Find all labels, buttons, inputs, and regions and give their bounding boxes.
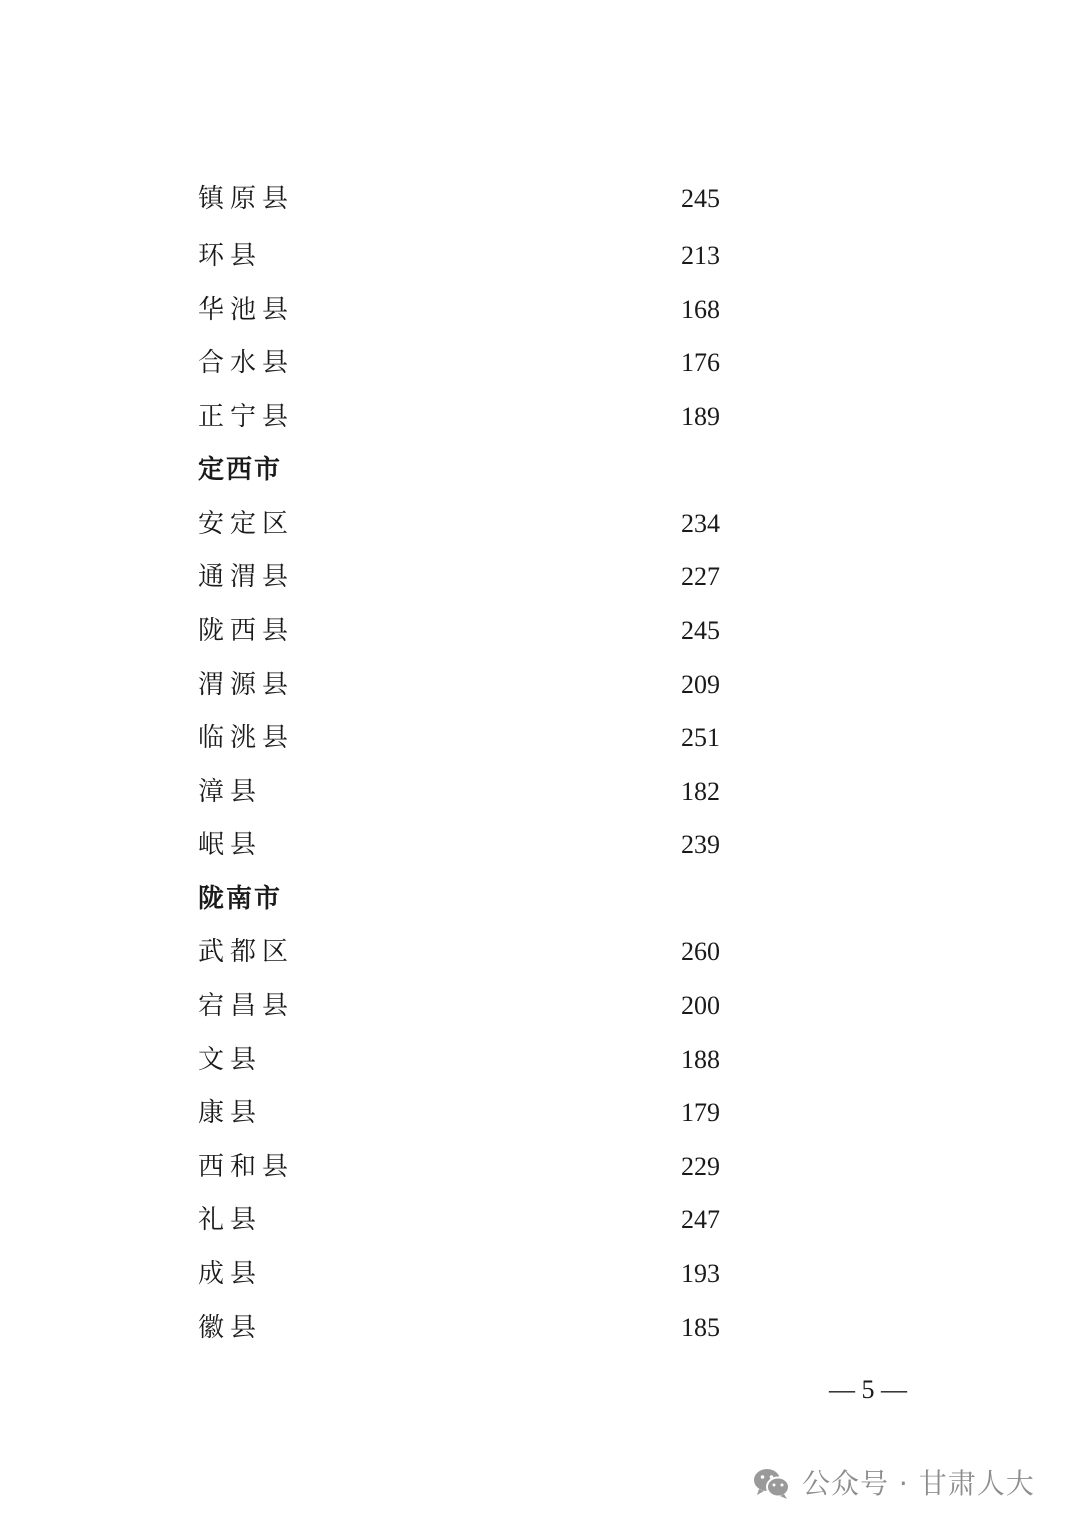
table-row	[0, 179, 1080, 219]
table-row	[0, 718, 1080, 758]
county-name: 陇西县	[198, 616, 295, 646]
county-value: 182	[681, 777, 720, 806]
table-row	[0, 1147, 1080, 1187]
county-name: 岷县	[198, 830, 263, 860]
county-name: 华池县	[198, 295, 295, 325]
table-row	[0, 343, 1080, 383]
county-value: 245	[681, 184, 720, 213]
table-row	[0, 825, 1080, 865]
table-row	[0, 1254, 1080, 1294]
page-number: — 5 —	[829, 1375, 907, 1404]
watermark	[752, 1462, 1052, 1506]
table-row	[0, 1040, 1080, 1080]
county-name: 合水县	[198, 348, 295, 378]
county-name: 礼县	[198, 1205, 263, 1235]
city-heading: 陇南市	[198, 884, 283, 914]
county-value: 209	[681, 670, 720, 699]
table-row	[0, 1093, 1080, 1133]
city-heading-row	[0, 450, 1080, 490]
table-row	[0, 611, 1080, 651]
county-value: 189	[681, 402, 720, 431]
city-heading: 定西市	[198, 455, 283, 485]
table-row	[0, 665, 1080, 705]
county-name: 正宁县	[198, 402, 295, 432]
county-value: 229	[681, 1152, 720, 1181]
county-name: 安定区	[198, 509, 295, 539]
county-name: 漳县	[198, 777, 263, 807]
county-value: 168	[681, 295, 720, 324]
county-value: 176	[681, 348, 720, 377]
county-name: 徽县	[198, 1313, 263, 1343]
county-name: 通渭县	[198, 562, 295, 592]
county-name: 成县	[198, 1259, 263, 1289]
table-row	[0, 236, 1080, 276]
county-value: 245	[681, 616, 720, 645]
county-name: 文县	[198, 1045, 263, 1075]
table-row	[0, 772, 1080, 812]
county-name: 临洮县	[198, 723, 295, 753]
table-row	[0, 290, 1080, 330]
table-row	[0, 1308, 1080, 1348]
table-row	[0, 557, 1080, 597]
watermark-text: 公众号 · 甘肃人大	[802, 1467, 1035, 1500]
table-row	[0, 932, 1080, 972]
county-value: 188	[681, 1045, 720, 1074]
county-value: 185	[681, 1313, 720, 1342]
county-name: 渭源县	[198, 670, 295, 700]
county-value: 227	[681, 562, 720, 591]
table-row	[0, 397, 1080, 437]
county-value: 234	[681, 509, 720, 538]
county-value: 200	[681, 991, 720, 1020]
county-name: 康县	[198, 1098, 263, 1128]
wechat-icon	[752, 1466, 792, 1502]
county-value: 239	[681, 830, 720, 859]
county-value: 193	[681, 1259, 720, 1288]
city-heading-row	[0, 879, 1080, 919]
table-row	[0, 1200, 1080, 1240]
county-name: 西和县	[198, 1152, 295, 1182]
county-value: 251	[681, 723, 720, 752]
county-value: 260	[681, 937, 720, 966]
county-name: 宕昌县	[198, 991, 295, 1021]
county-name: 武都区	[198, 937, 295, 967]
county-value: 213	[681, 241, 720, 270]
county-name: 镇原县	[198, 184, 295, 214]
county-value: 247	[681, 1205, 720, 1234]
county-value: 179	[681, 1098, 720, 1127]
table-row	[0, 504, 1080, 544]
table-row	[0, 986, 1080, 1026]
county-name: 环县	[198, 241, 263, 271]
